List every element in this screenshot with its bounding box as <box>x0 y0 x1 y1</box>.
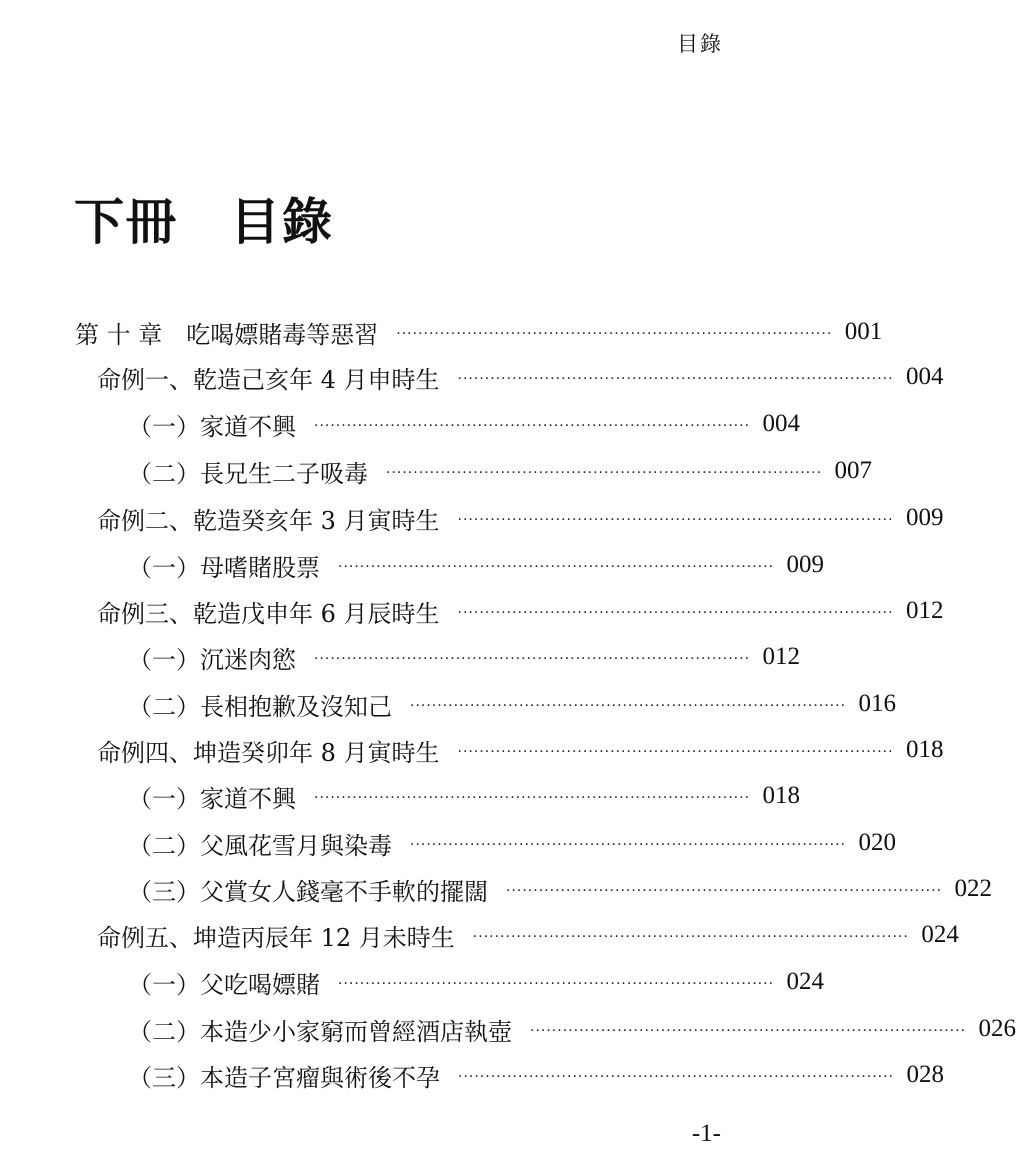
toc-entry <box>0 1055 945 1095</box>
toc-leader-dots: ················································································ <box>396 326 833 342</box>
toc-leader-dots: ················································································ <box>410 698 847 714</box>
toc-entry-label: （三）父賞女人錢毫不手軟的擺闊 <box>128 877 488 906</box>
running-head: 目錄 <box>677 32 723 56</box>
page-title <box>74 182 334 254</box>
toc-entry-label: 命例三、乾造戊申年 6 月辰時生 <box>97 599 440 628</box>
toc-entry-page: 016 <box>858 690 897 717</box>
toc-entry <box>0 823 897 863</box>
toc-entry-page: 026 <box>978 1015 1016 1042</box>
toc-entry-label: （二）長相抱歉及沒知己 <box>128 692 392 721</box>
toc-leader-dots: ················································································ <box>314 651 751 667</box>
toc-entry-label: 命例一、乾造己亥年 4 月申時生 <box>97 365 440 394</box>
toc-entry-page: 024 <box>786 968 825 995</box>
page-number: -1- <box>691 1120 721 1147</box>
toc-leader-dots: ················································································ <box>457 371 894 387</box>
toc-entry-page: 009 <box>786 551 825 578</box>
toc-entry <box>0 451 873 491</box>
toc-entry <box>0 404 801 444</box>
toc-leader-dots: ················································································ <box>338 976 775 992</box>
toc-entry-label: （二）長兄生二子吸毒 <box>128 459 368 488</box>
toc-entry-label: （一）父吃喝嫖賭 <box>128 970 320 999</box>
toc-leader-dots: ················································································ <box>506 883 943 899</box>
toc-entry-page: 004 <box>762 410 801 437</box>
toc-entry-label: （二）本造少小家窮而曾經酒店執壺 <box>128 1017 512 1046</box>
toc-leader-dots: ················································································ <box>457 512 894 528</box>
toc-entry-label: （二）父風花雪月與染毒 <box>128 831 392 860</box>
toc-entry <box>0 545 825 585</box>
toc-entry <box>0 684 897 724</box>
toc-entry <box>0 962 825 1002</box>
toc-entry-label: （一）沉迷肉慾 <box>128 645 296 674</box>
toc-entry-label: （一）家道不興 <box>128 412 296 441</box>
toc-entry-page: 001 <box>844 318 883 345</box>
toc-leader-dots: ················································································ <box>314 790 751 806</box>
toc-entry <box>0 1009 1016 1049</box>
toc-leader-dots: ················································································ <box>386 465 823 481</box>
toc-entry-page: 020 <box>858 829 897 856</box>
toc-entry <box>0 776 801 816</box>
toc-entry-page: 009 <box>906 504 944 531</box>
toc-entry <box>0 357 944 397</box>
toc-entry-label: 命例二、乾造癸亥年 3 月寅時生 <box>97 506 440 535</box>
toc-entry <box>0 915 959 955</box>
toc-entry-label: 命例四、坤造癸卯年 8 月寅時生 <box>97 738 440 767</box>
toc-entry <box>0 730 944 770</box>
toc-entry-label: （三）本造子宮瘤與術後不孕 <box>128 1063 440 1092</box>
toc-leader-dots: ················································································ <box>410 837 847 853</box>
toc-leader-dots: ················································································ <box>472 929 909 945</box>
toc-entry-page: 028 <box>906 1061 945 1088</box>
toc-leader-dots: ················································································ <box>457 605 894 621</box>
toc-leader-dots: ················································································ <box>338 559 775 575</box>
toc-entry-page: 012 <box>906 597 944 624</box>
toc-entry <box>0 498 944 538</box>
toc-entry <box>0 312 883 352</box>
toc-entry-page: 007 <box>834 457 873 484</box>
toc-leader-dots: ················································································ <box>530 1023 967 1039</box>
toc-entry-page: 012 <box>762 643 801 670</box>
toc-entry-page: 022 <box>954 875 993 902</box>
toc-entry-label: 第 十 章 吃喝嫖賭毒等惡習 <box>75 320 379 349</box>
title-volume: 下冊 <box>74 193 178 251</box>
toc-entry-page: 004 <box>906 363 944 390</box>
toc-entry-page: 018 <box>762 782 801 809</box>
toc-entry-page: 024 <box>921 921 959 948</box>
title-word: 目錄 <box>230 193 334 251</box>
toc-entry <box>0 637 801 677</box>
toc-entry <box>0 869 993 909</box>
toc-leader-dots: ················································································ <box>457 744 894 760</box>
toc-leader-dots: ················································································ <box>458 1069 895 1085</box>
toc-leader-dots: ················································································ <box>314 418 751 434</box>
toc-entry-label: （一）母嗜賭股票 <box>128 553 320 582</box>
toc-entry-label: 命例五、坤造丙辰年 12 月未時生 <box>97 923 455 952</box>
toc-entry-label: （一）家道不興 <box>128 784 296 813</box>
toc-entry-page: 018 <box>906 736 944 763</box>
toc-entry <box>0 591 944 631</box>
